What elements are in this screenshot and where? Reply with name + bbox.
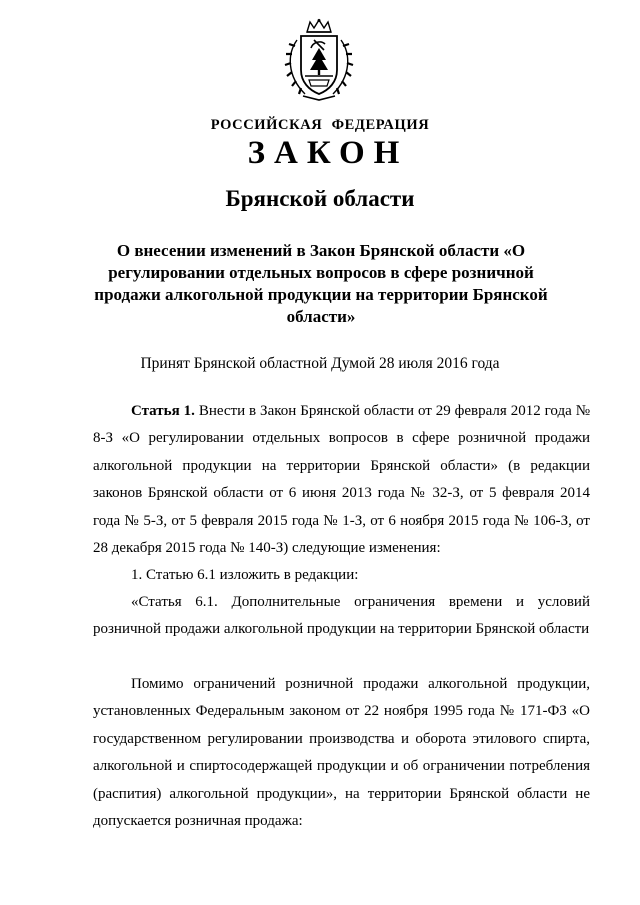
quoted-article-heading: «Статья 6.1. Дополнительные ограничения времени и условий розничной продажи алкогольной продукции на территории Брянской области xyxy=(93,594,590,638)
document-type-heading: ЗАКОН xyxy=(247,135,409,171)
article-1-paragraph xyxy=(93,398,590,562)
article-1-label: Статья 1. xyxy=(131,403,195,419)
article-1-text: Внести в Закон Брянской области от 29 февраля 2012 года № 8-З «О регулировании отдельных вопросов в сфере розничной продажи алкогольной продукции на территории Брянской области» (в редакции законов Брянской области от 6 июня 2013 года № 32-З, от 5 февраля 2014 года № 5-З, от 5 февраля 2015 года № 1-З, от 6 ноября 2015 года № 106-З, от 28 декабря 2015 года № 140-З) следующие изменения: xyxy=(93,403,591,557)
adoption-line: Принят Брянской областной Думой 28 июля 2016 года xyxy=(140,355,500,372)
law-title: О внесении изменений в Закон Брянской области «О регулировании отдельных вопросов в сфере розничной продажи алкогольной продукции на территории Брянской области» xyxy=(94,241,548,326)
coat-of-arms-emblem xyxy=(283,18,355,104)
item-1-paragraph: 1. Статью 6.1 изложить в редакции: xyxy=(131,567,359,583)
federation-header: РОССИЙСКАЯ ФЕДЕРАЦИЯ xyxy=(210,117,430,133)
restrictions-paragraph: Помимо ограничений розничной продажи алкогольной продукции, установленных Федеральным законом от 22 ноября 1995 года № 171-ФЗ «О государственном регулировании производства и оборота этилового спирта, алкогольной и спиртосодержащей продукции и об ограничении потребления (распития) алкогольной продукции», на территории Брянской области не допускается розничная продажа: xyxy=(93,676,590,830)
region-heading: Брянской области xyxy=(225,186,415,211)
